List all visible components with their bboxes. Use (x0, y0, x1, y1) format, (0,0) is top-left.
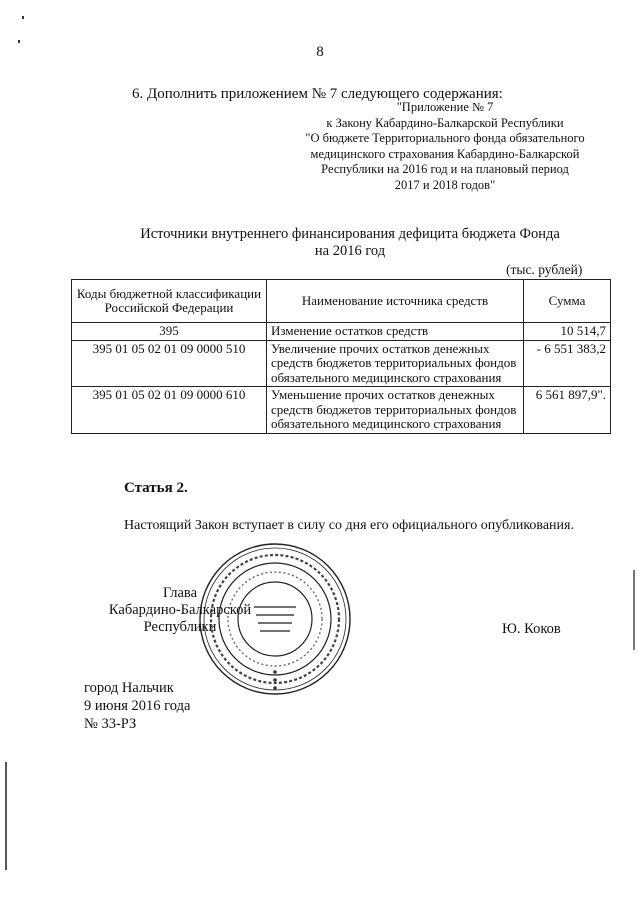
cell-name: Увеличение прочих остатков денежных средств бюджетов территориальных фондов обязательного медицинского страхования (267, 340, 524, 387)
table-title (100, 226, 600, 260)
footer-date: 9 июня 2016 года (84, 698, 191, 714)
signature-title (80, 585, 280, 636)
section-heading: 6. Дополнить приложением № 7 следующего содержания: (132, 86, 503, 102)
cell-name: Изменение остатков средств (267, 323, 524, 341)
cell-sum: 10 514,7 (524, 323, 611, 341)
header-name: Наименование источника средств (267, 280, 524, 323)
signature-title-line: Глава (162, 585, 198, 601)
cell-sum: - 6 551 383,2 (524, 340, 611, 387)
header-sum: Сумма (524, 280, 611, 323)
cell-sum: 6 561 897,9". (524, 387, 611, 434)
cell-code: 395 (72, 323, 267, 341)
units-label: (тыс. рублей) (506, 262, 583, 277)
scan-mark (22, 16, 24, 19)
appendix-note-line: к Закону Кабардино-Балкарской Республики (326, 115, 564, 130)
appendix-note-line: "Приложение № 7 (396, 100, 494, 114)
appendix-note-line: Республики на 2016 год и на плановый период (321, 162, 569, 176)
table-row (72, 323, 611, 341)
footer-city: город Нальчик (84, 680, 174, 696)
scan-edge-mark (5, 762, 7, 870)
appendix-note-line: медицинского страхования Кабардино-Балкарской (310, 146, 580, 161)
signatory-name: Ю. Коков (502, 621, 561, 637)
law-paragraph: Настоящий Закон вступает в силу со дня его официального опубликования. (124, 518, 574, 533)
appendix-note (280, 100, 610, 193)
page-number: 8 (316, 44, 324, 60)
header-code: Коды бюджетной классификации Российской Федерации (72, 280, 267, 323)
table-row (72, 340, 611, 387)
footer-number: № 33-РЗ (84, 716, 137, 732)
table-header-row (72, 280, 611, 323)
signature-title-line: Республики (143, 619, 217, 635)
article-heading: Статья 2. (124, 480, 188, 496)
appendix-note-line: 2017 и 2018 годов" (394, 177, 496, 192)
table-row (72, 387, 611, 434)
scan-mark (18, 40, 20, 43)
cell-code: 395 01 05 02 01 09 0000 610 (72, 387, 267, 434)
table-title-line-2: на 2016 год (314, 243, 386, 259)
cell-code: 395 01 05 02 01 09 0000 510 (72, 340, 267, 387)
footer-block (84, 679, 190, 733)
table-title-line-1: Источники внутреннего финансирования дефицита бюджета Фонда (140, 226, 560, 242)
appendix-note-line: "О бюджете Территориального фонда обязательного (305, 131, 585, 145)
signature-title-line: Кабардино-Балкарской (108, 602, 252, 618)
cell-name: Уменьшение прочих остатков денежных средств бюджетов территориальных фондов обязательного медицинского страхования (267, 387, 524, 434)
scan-edge-mark (633, 570, 635, 650)
sources-table (71, 279, 611, 434)
